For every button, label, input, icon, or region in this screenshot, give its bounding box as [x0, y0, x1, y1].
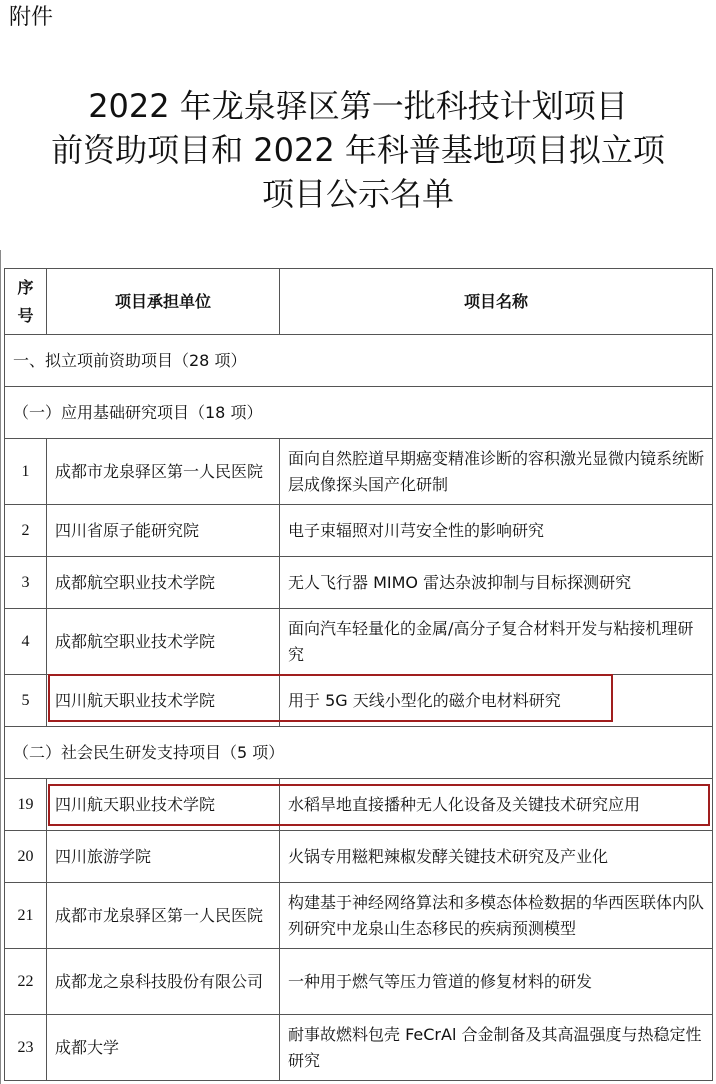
title-line-3: 项目公示名单 [261, 175, 454, 213]
attachment-label: 附件 [9, 5, 54, 30]
page-edge-line [0, 250, 1, 1084]
section-title-1: 一、拟立项前资助项目（28 项） [5, 335, 713, 387]
row-seq: 5 [5, 675, 47, 727]
table-row [5, 949, 713, 1015]
row-project-name: 耐事故燃料包壳 FeCrAl 合金制备及其高温强度与热稳定性研究 [280, 1015, 713, 1081]
row-project-name: 一种用于燃气等压力管道的修复材料的研发 [280, 949, 713, 1015]
row-unit: 成都市龙泉驿区第一人民医院 [47, 883, 280, 949]
header-unit: 项目承担单位 [47, 269, 280, 335]
row-unit: 成都大学 [47, 1015, 280, 1081]
table-row [5, 557, 713, 609]
row-unit: 四川省原子能研究院 [47, 505, 280, 557]
section-row [5, 335, 713, 387]
table-row [5, 779, 713, 831]
row-seq: 21 [5, 883, 47, 949]
table-row [5, 609, 713, 675]
row-project-name: 构建基于神经网络算法和多模态体检数据的华西医联体内队列研究中龙泉山生态移民的疾病预测模型 [280, 883, 713, 949]
row-project-name: 水稻旱地直接播种无人化设备及关键技术研究应用 [280, 779, 713, 831]
row-project-name: 用于 5G 天线小型化的磁介电材料研究 [280, 675, 713, 727]
section-title-1b: （二）社会民生研发支持项目（5 项） [5, 727, 713, 779]
table-row [5, 439, 713, 505]
row-project-name: 面向自然腔道早期癌变精准诊断的容积激光显微内镜系统断层成像探头国产化研制 [280, 439, 713, 505]
row-seq: 23 [5, 1015, 47, 1081]
row-project-name: 火锅专用糍粑辣椒发酵关键技术研究及产业化 [280, 831, 713, 883]
row-unit: 四川航天职业技术学院 [47, 675, 280, 727]
table-header-row [5, 269, 713, 335]
title-line-2: 前资助项目和 2022 年科普基地项目拟立项 [51, 131, 665, 169]
row-project-name: 无人飞行器 MIMO 雷达杂波抑制与目标探测研究 [280, 557, 713, 609]
section-title-1a: （一）应用基础研究项目（18 项） [5, 387, 713, 439]
table-row [5, 505, 713, 557]
row-seq: 20 [5, 831, 47, 883]
row-unit: 成都航空职业技术学院 [47, 557, 280, 609]
document-title [0, 84, 716, 216]
row-unit: 四川航天职业技术学院 [47, 779, 280, 831]
row-seq: 19 [5, 779, 47, 831]
section-row [5, 387, 713, 439]
row-unit: 四川旅游学院 [47, 831, 280, 883]
row-unit: 成都航空职业技术学院 [47, 609, 280, 675]
header-seq: 序 号 [5, 269, 47, 335]
table-row [5, 675, 713, 727]
row-unit: 成都市龙泉驿区第一人民医院 [47, 439, 280, 505]
row-seq: 1 [5, 439, 47, 505]
row-seq: 3 [5, 557, 47, 609]
row-seq: 2 [5, 505, 47, 557]
row-seq: 4 [5, 609, 47, 675]
title-line-1: 2022 年龙泉驿区第一批科技计划项目 [88, 87, 628, 125]
row-seq: 22 [5, 949, 47, 1015]
project-table [4, 268, 713, 1081]
row-unit: 成都龙之泉科技股份有限公司 [47, 949, 280, 1015]
row-project-name: 面向汽车轻量化的金属/高分子复合材料开发与粘接机理研究 [280, 609, 713, 675]
section-row [5, 727, 713, 779]
header-name: 项目名称 [280, 269, 713, 335]
table-row [5, 831, 713, 883]
table-row [5, 883, 713, 949]
table-row [5, 1015, 713, 1081]
row-project-name: 电子束辐照对川芎安全性的影响研究 [280, 505, 713, 557]
